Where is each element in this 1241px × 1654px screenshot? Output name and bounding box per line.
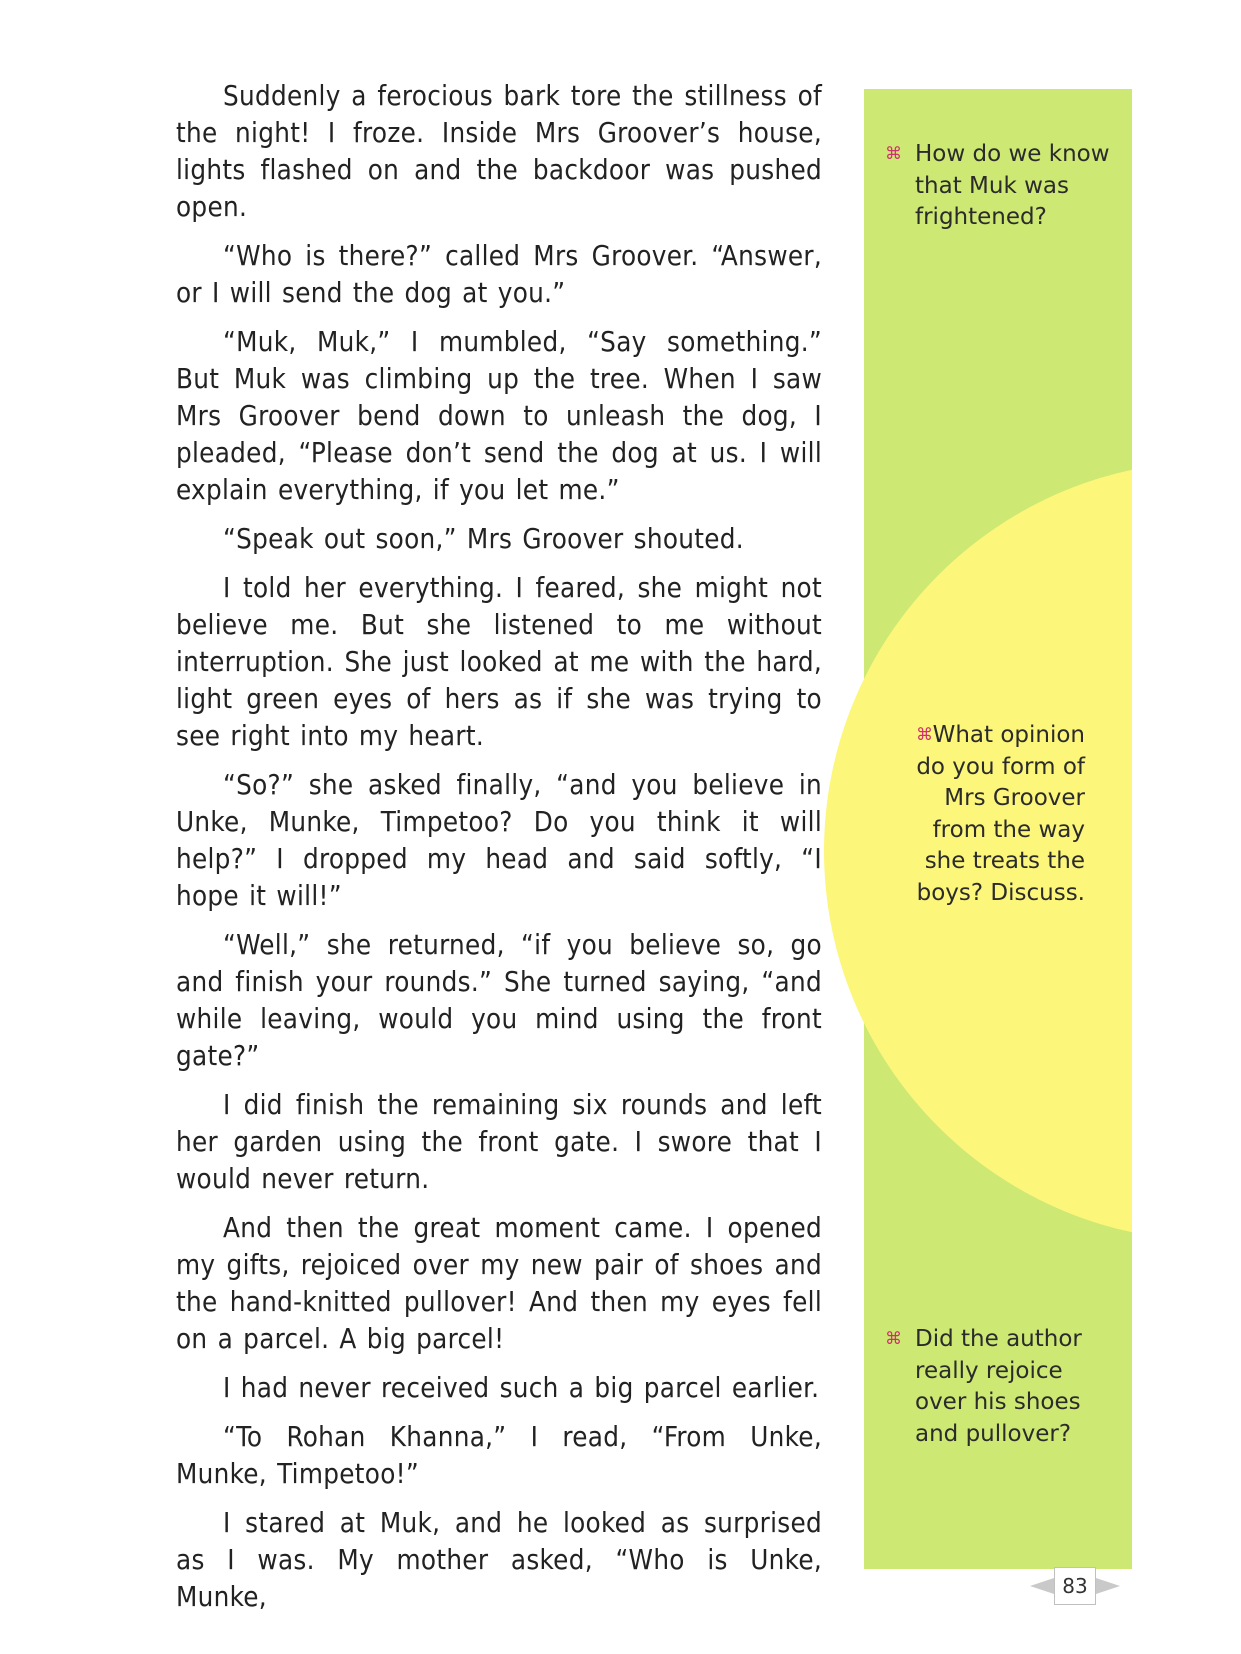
left-arrow-icon (1030, 1578, 1054, 1594)
story-paragraph: “To Rohan Khanna,” I read, “From Unke, Munke, Timpetoo!” (176, 1421, 822, 1490)
yellow-circle-overflow (824, 461, 864, 1241)
story-paragraph: I stared at Muk, and he looked as surprised as I was. My mother asked, “Who is Unke, Munke, (176, 1507, 822, 1613)
sidebar-question-3 (885, 1324, 1115, 1450)
story-paragraph: “Well,” she returned, “if you believe so, go and finish your rounds.” She turned saying, “and while leaving, would you mind using the front gate?” (176, 929, 822, 1072)
command-key-icon: ⌘ (885, 144, 902, 164)
story-paragraph: I told her everything. I feared, she might not believe me. But she listened to me without interruption. She just looked at me with the hard, light green eyes of hers as if she was trying to see right into my heart. (176, 572, 822, 752)
story-paragraph: Suddenly a ferocious bark tore the stillness of the night! I froze. Inside Mrs Groover’s house, lights flashed on and the backdoor was pushed open. (176, 80, 822, 223)
right-arrow-icon (1096, 1578, 1120, 1594)
story-paragraph: “Speak out soon,” Mrs Groover shouted. (223, 523, 744, 555)
page-number: 83 (1054, 1567, 1096, 1605)
story-paragraph: And then the great moment came. I opened my gifts, rejoiced over my new pair of shoes and the hand-knitted pullover! And then my eyes fell on a parcel. A big parcel! (176, 1212, 822, 1355)
command-key-icon: ⌘ (916, 725, 933, 745)
story-paragraph: I did finish the remaining six rounds and left her garden using the front gate. I swore that I would never return. (176, 1089, 822, 1195)
story-text (176, 78, 822, 1628)
question-text: What opinion do you form of Mrs Groover from the way she treats the boys? Discuss. (916, 722, 1085, 906)
story-paragraph: I had never received such a big parcel earlier. (223, 1372, 820, 1404)
story-paragraph: “So?” she asked finally, “and you believe in Unke, Munke, Timpetoo? Do you think it will help?” I dropped my head and said softly, “I hope it will!” (176, 769, 822, 912)
story-paragraph: “Who is there?” called Mrs Groover. “Answer, or I will send the dog at you.” (176, 240, 822, 309)
sidebar-question-2 (905, 720, 1085, 909)
question-text: How do we know that Muk was frightened? (915, 141, 1110, 230)
command-key-icon: ⌘ (885, 1329, 902, 1349)
sidebar-question-1 (885, 139, 1110, 234)
story-paragraph: “Muk, Muk,” I mumbled, “Say something.” But Muk was climbing up the tree. When I saw Mrs Groover bend down to unleash the dog, I pleaded, “Please don’t send the dog at us. I will explain everything, if you let me.” (176, 326, 822, 506)
yellow-circle-edge (824, 461, 864, 1241)
page-number-tab (1030, 1567, 1120, 1607)
question-text: Did the author really rejoice over his shoes and pullover? (915, 1326, 1082, 1447)
